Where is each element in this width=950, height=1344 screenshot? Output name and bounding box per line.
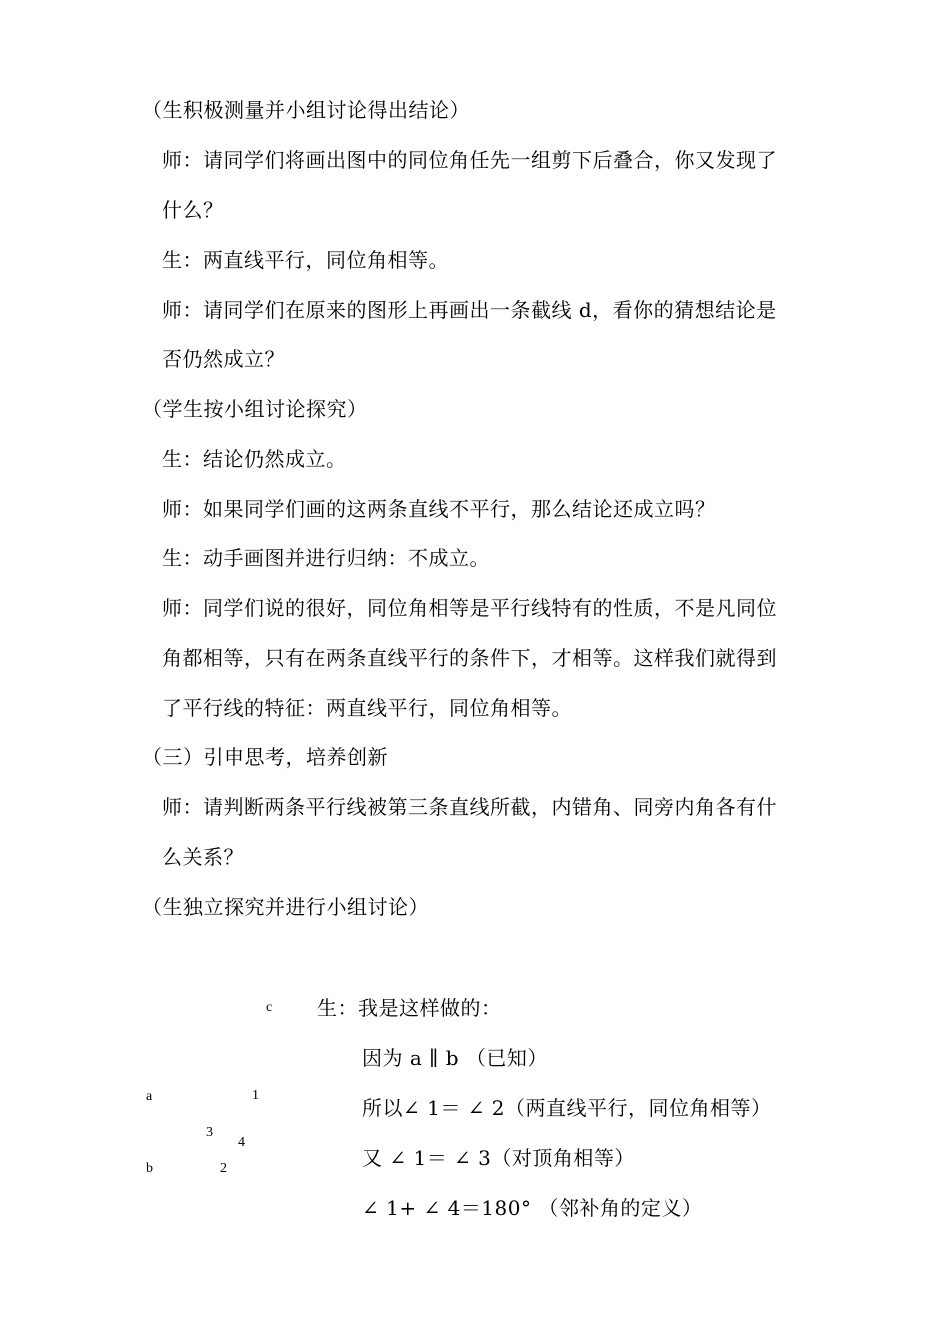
proof-line: ∠ 1+ ∠ 4＝180° （邻补角的定义） [362,1196,703,1220]
section-heading: （三）引申思考，培养创新 [142,745,388,769]
paragraph-line: 师：同学们说的很好，同位角相等是平行线特有的性质，不是凡同位 [162,596,777,620]
paragraph-line: 生：两直线平行，同位角相等。 [162,248,449,272]
paragraph-line: （生独立探究并进行小组讨论） [142,895,429,919]
figure-label-1: 1 [252,1088,259,1103]
proof-line: 所以∠ 1＝ ∠ 2（两直线平行，同位角相等） [362,1096,772,1120]
proof-line: 生：我是这样做的： [317,996,502,1020]
paragraph-line: （生积极测量并小组讨论得出结论） [142,98,470,122]
paragraph-line: 师：请同学们将画出图中的同位角任先一组剪下后叠合，你又发现了 [162,148,777,172]
paragraph-line: 么关系？ [162,845,244,869]
paragraph-line: 了平行线的特征：两直线平行，同位角相等。 [162,696,572,720]
proof-line: 因为 a ∥ b （已知） [362,1046,548,1070]
paragraph-line: 生：动手画图并进行归纳：不成立。 [162,546,490,570]
figure-label-b: b [146,1161,153,1176]
paragraph-line: 师：如果同学们画的这两条直线不平行，那么结论还成立吗？ [162,497,716,521]
figure-label-3: 3 [206,1125,213,1140]
paragraph-line: 否仍然成立？ [162,347,285,371]
paragraph-line: 角都相等，只有在两条直线平行的条件下，才相等。这样我们就得到 [162,646,777,670]
paragraph-line: 什么？ [162,198,224,222]
figure-label-4: 4 [238,1135,245,1150]
paragraph-line: 师：请同学们在原来的图形上再画出一条截线 d，看你的猜想结论是 [162,298,777,322]
paragraph-line: 师：请判断两条平行线被第三条直线所截，内错角、同旁内角各有什 [162,795,777,819]
figure-label-a: a [146,1089,153,1104]
figure-label-c: c [266,1000,273,1015]
figure-label-2: 2 [220,1161,227,1176]
paragraph-line: 生：结论仍然成立。 [162,447,347,471]
proof-line: 又 ∠ 1＝ ∠ 3（对顶角相等） [362,1146,635,1170]
paragraph-line: （学生按小组讨论探究） [142,397,368,421]
